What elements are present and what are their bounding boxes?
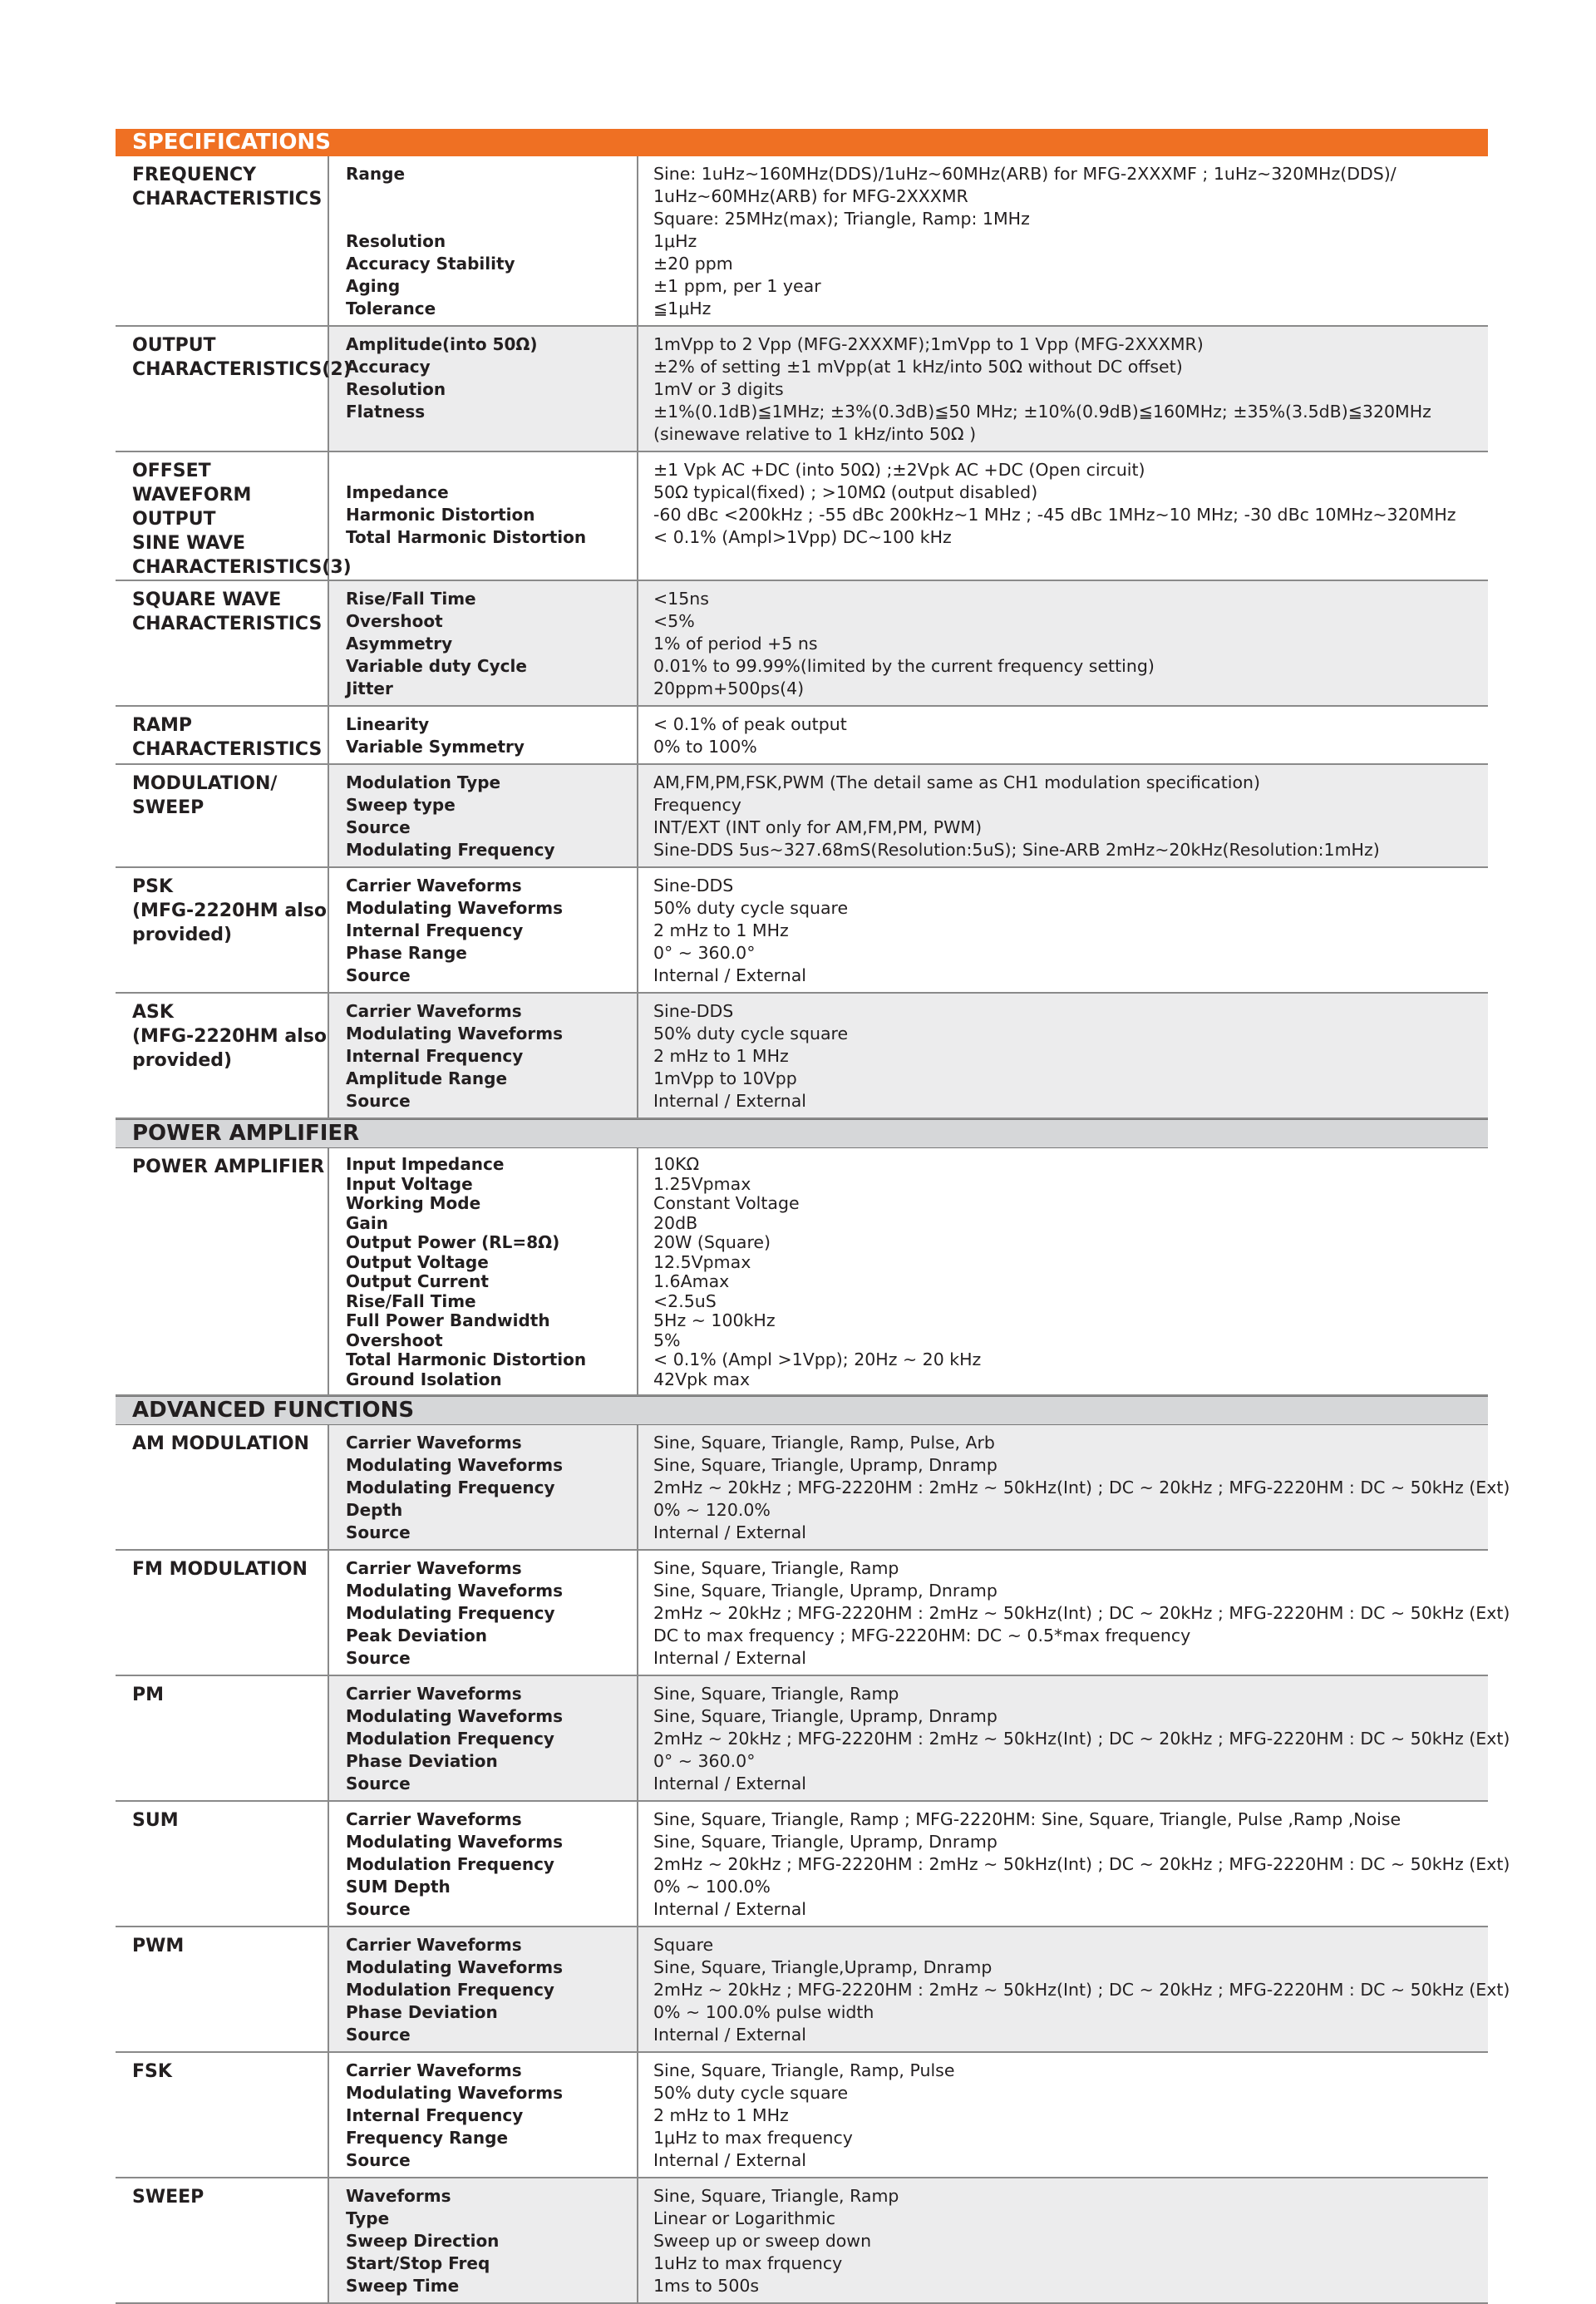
spec-value: 1μHz bbox=[653, 231, 697, 251]
spec-value: 5% bbox=[653, 1330, 681, 1350]
spec-label: Start/Stop Freq bbox=[346, 2253, 490, 2273]
spec-value: <5% bbox=[653, 611, 695, 631]
spec-group bbox=[116, 156, 1488, 326]
spec-value: Frequency bbox=[653, 795, 741, 815]
spec-value: Internal / External bbox=[653, 1648, 806, 1668]
spec-value: Linear or Logarithmic bbox=[653, 2208, 835, 2228]
spec-labels bbox=[328, 1675, 638, 1801]
spec-value: Sine, Square, Triangle, Ramp ; MFG-2220HM: Sine, Square, Triangle, Pulse ,Ramp ,Noise bbox=[653, 1809, 1401, 1829]
spec-label: Working Mode bbox=[346, 1193, 481, 1213]
spec-group bbox=[116, 2178, 1488, 2303]
spec-value: 20W (Square) bbox=[653, 1232, 771, 1252]
spec-label: SUM Depth bbox=[346, 1877, 451, 1897]
spec-label: Modulating Waveforms bbox=[346, 1455, 563, 1475]
spec-value: Internal / External bbox=[653, 2025, 806, 2045]
spec-label: Asymmetry bbox=[346, 634, 453, 654]
spec-value: 0° ~ 360.0° bbox=[653, 1751, 756, 1771]
spec-value: 1.6Amax bbox=[653, 1271, 730, 1291]
spec-labels bbox=[328, 764, 638, 867]
spec-label: Output Power (RL=8Ω) bbox=[346, 1232, 560, 1252]
spec-value: ±2% of setting ±1 mVpp(at 1 kHz/into 50Ω without DC offset) bbox=[653, 357, 1183, 377]
spec-value: 12.5Vpmax bbox=[653, 1251, 751, 1272]
spec-category: ASK (MFG-2220HM also provided) bbox=[132, 1002, 327, 1071]
spec-label: Modulating Waveforms bbox=[346, 1706, 563, 1726]
spec-values bbox=[638, 867, 1488, 993]
spec-label: Type bbox=[346, 2208, 390, 2228]
spec-labels bbox=[328, 326, 638, 451]
spec-label: Variable Symmetry bbox=[346, 737, 525, 757]
spec-category: FREQUENCY CHARACTERISTICS bbox=[132, 165, 323, 210]
spec-label: Carrier Waveforms bbox=[346, 1558, 522, 1578]
spec-label: Total Harmonic Distortion bbox=[346, 1349, 587, 1369]
spec-category: RAMP CHARACTERISTICS bbox=[132, 715, 323, 760]
spec-label: Rise/Fall Time bbox=[346, 1290, 476, 1311]
spec-label: Resolution bbox=[346, 379, 446, 399]
spec-value: Internal / External bbox=[653, 1774, 806, 1793]
spec-label: Source bbox=[346, 1899, 411, 1919]
specifications-header: SPECIFICATIONS bbox=[116, 129, 1488, 156]
spec-label: Ground Isolation bbox=[346, 1369, 502, 1389]
spec-labels bbox=[328, 451, 638, 580]
spec-group bbox=[116, 764, 1488, 867]
spec-value: 50% duty cycle square bbox=[653, 1024, 849, 1043]
spec-label: Modulation Frequency bbox=[346, 1980, 554, 2000]
spec-category: PSK (MFG-2220HM also provided) bbox=[132, 876, 327, 945]
spec-label: Output Voltage bbox=[346, 1251, 489, 1272]
spec-value: 20dB bbox=[653, 1212, 698, 1233]
spec-label: Carrier Waveforms bbox=[346, 1809, 522, 1829]
spec-label bbox=[346, 208, 637, 230]
spec-value: Internal / External bbox=[653, 1522, 806, 1542]
spec-label: Amplitude(into 50Ω) bbox=[346, 334, 538, 354]
spec-value: 50% duty cycle square bbox=[653, 2083, 849, 2103]
spec-value: ±1%(0.1dB)≦1MHz; ±3%(0.3dB)≦50 MHz; ±10%(0.9dB)≦160MHz; ±35%(3.5dB)≦320MHz bbox=[653, 402, 1431, 422]
spec-value: Sine, Square, Triangle,Upramp, Dnramp bbox=[653, 1957, 993, 1977]
spec-label: Modulation Frequency bbox=[346, 1729, 554, 1749]
spec-value: 10KΩ bbox=[653, 1154, 700, 1174]
spec-value: Internal / External bbox=[653, 2150, 806, 2170]
spec-values bbox=[638, 706, 1488, 764]
spec-label: Modulating Waveforms bbox=[346, 2083, 563, 2103]
spec-value: 1.25Vpmax bbox=[653, 1173, 751, 1194]
spec-label: Variable duty Cycle bbox=[346, 656, 527, 676]
spec-label: Gain bbox=[346, 1212, 389, 1233]
spec-label: Output Current bbox=[346, 1271, 489, 1291]
spec-label: Source bbox=[346, 1091, 411, 1111]
spec-label: Modulating Frequency bbox=[346, 1478, 555, 1497]
spec-values bbox=[638, 764, 1488, 867]
spec-value: 0% ~ 100.0% pulse width bbox=[653, 2002, 874, 2022]
spec-value: Sine, Square, Triangle, Upramp, Dnramp bbox=[653, 1581, 998, 1601]
spec-value: 50% duty cycle square bbox=[653, 898, 849, 918]
spec-label: Impedance bbox=[346, 482, 449, 502]
spec-labels bbox=[328, 1425, 638, 1550]
spec-value: 2mHz ~ 20kHz ; MFG-2220HM : 2mHz ~ 50kHz(Int) ; DC ~ 20kHz ; MFG-2220HM : DC ~ 50kHz (Ext) bbox=[653, 1478, 1510, 1497]
spec-label: Source bbox=[346, 1522, 411, 1542]
spec-value: 0.01% to 99.99%(limited by the current frequency setting) bbox=[653, 656, 1155, 676]
spec-label: Rise/Fall Time bbox=[346, 589, 476, 609]
spec-value: Sine, Square, Triangle, Ramp, Pulse bbox=[653, 2060, 955, 2080]
spec-label: Overshoot bbox=[346, 1330, 443, 1350]
spec-label: Internal Frequency bbox=[346, 1046, 524, 1066]
spec-value: 2 mHz to 1 MHz bbox=[653, 2105, 789, 2125]
spec-value: 2mHz ~ 20kHz ; MFG-2220HM : 2mHz ~ 50kHz(Int) ; DC ~ 20kHz ; MFG-2220HM : DC ~ 50kHz (Ext) bbox=[653, 1980, 1510, 2000]
spec-labels bbox=[328, 706, 638, 764]
spec-value: 1ms to 500s bbox=[653, 2276, 760, 2296]
spec-label: Flatness bbox=[346, 402, 426, 422]
spec-value: 2mHz ~ 20kHz ; MFG-2220HM : 2mHz ~ 50kHz(Int) ; DC ~ 20kHz ; MFG-2220HM : DC ~ 50kHz (Ext) bbox=[653, 1729, 1510, 1749]
spec-value: Sine, Square, Triangle, Upramp, Dnramp bbox=[653, 1455, 998, 1475]
spec-group bbox=[116, 1675, 1488, 1801]
spec-category: PM bbox=[132, 1685, 165, 1705]
spec-value: Internal / External bbox=[653, 1091, 806, 1111]
spec-label bbox=[346, 185, 637, 208]
spec-values bbox=[638, 451, 1488, 580]
spec-value: Internal / External bbox=[653, 965, 806, 985]
spec-value: 2mHz ~ 20kHz ; MFG-2220HM : 2mHz ~ 50kHz(Int) ; DC ~ 20kHz ; MFG-2220HM : DC ~ 50kHz (Ext) bbox=[653, 1854, 1510, 1874]
spec-value: 1mVpp to 10Vpp bbox=[653, 1068, 797, 1088]
spec-label: Sweep Time bbox=[346, 2276, 460, 2296]
spec-label: Internal Frequency bbox=[346, 920, 524, 940]
spec-value: Internal / External bbox=[653, 1899, 806, 1919]
spec-value: ≦1μHz bbox=[653, 298, 712, 318]
spec-value: Sine, Square, Triangle, Upramp, Dnramp bbox=[653, 1706, 998, 1726]
spec-category: OFFSET WAVEFORM OUTPUT SINE WAVE CHARACTERISTICS(3) bbox=[132, 461, 352, 578]
spec-label: Carrier Waveforms bbox=[346, 876, 522, 895]
spec-labels bbox=[328, 867, 638, 993]
spec-value: Sine, Square, Triangle, Ramp, Pulse, Arb bbox=[653, 1433, 995, 1453]
spec-label: Range bbox=[346, 164, 406, 184]
spec-labels bbox=[328, 1148, 638, 1395]
spec-values bbox=[638, 1148, 1488, 1395]
spec-category: AM MODULATION bbox=[132, 1433, 309, 1454]
spec-value: 1mVpp to 2 Vpp (MFG-2XXXMF);1mVpp to 1 Vpp (MFG-2XXXMR) bbox=[653, 334, 1204, 354]
spec-values bbox=[638, 580, 1488, 706]
spec-group bbox=[116, 1148, 1488, 1395]
spec-label: Linearity bbox=[346, 714, 430, 734]
spec-group bbox=[116, 2052, 1488, 2178]
spec-label: Phase Deviation bbox=[346, 1751, 498, 1771]
spec-group bbox=[116, 993, 1488, 1118]
spec-group bbox=[116, 1927, 1488, 2052]
spec-values bbox=[638, 1801, 1510, 1927]
spec-labels bbox=[328, 580, 638, 706]
spec-label: Waveforms bbox=[346, 2186, 451, 2206]
spec-label: Accuracy Stability bbox=[346, 254, 515, 274]
spec-label: Source bbox=[346, 2150, 411, 2170]
spec-labels bbox=[328, 993, 638, 1118]
spec-label: Phase Deviation bbox=[346, 2002, 498, 2022]
spec-group bbox=[116, 326, 1488, 451]
spec-value: 0° ~ 360.0° bbox=[653, 943, 756, 963]
spec-values bbox=[638, 1425, 1510, 1550]
spec-label: Internal Frequency bbox=[346, 2105, 524, 2125]
spec-labels bbox=[328, 1801, 638, 1927]
spec-values bbox=[638, 326, 1488, 451]
spec-group bbox=[116, 706, 1488, 764]
spec-value: ±1 Vpk AC +DC (into 50Ω) ;±2Vpk AC +DC (Open circuit) bbox=[653, 460, 1145, 480]
spec-group bbox=[116, 867, 1488, 993]
spec-labels bbox=[328, 2178, 638, 2303]
spec-label: Modulating Waveforms bbox=[346, 1581, 563, 1601]
spec-label: Input Impedance bbox=[346, 1154, 505, 1174]
spec-category: SQUARE WAVE CHARACTERISTICS bbox=[132, 590, 323, 634]
spec-label: Phase Range bbox=[346, 943, 467, 963]
spec-value: < 0.1% (Ampl>1Vpp) DC~100 kHz bbox=[653, 527, 952, 547]
spec-category: OUTPUT CHARACTERISTICS(2) bbox=[132, 335, 352, 380]
power-amplifier-header: POWER AMPLIFIER bbox=[116, 1119, 1488, 1148]
spec-value: 0% ~ 100.0% bbox=[653, 1877, 771, 1897]
spec-label: Sweep type bbox=[346, 795, 456, 815]
spec-value: Sine, Square, Triangle, Upramp, Dnramp bbox=[653, 1832, 998, 1852]
spec-value: 0% to 100% bbox=[653, 737, 757, 757]
spec-label bbox=[346, 459, 637, 481]
spec-value: ±1 ppm, per 1 year bbox=[653, 276, 821, 296]
spec-label: Jitter bbox=[346, 678, 393, 698]
spec-labels bbox=[328, 1927, 638, 2052]
spec-value: 2 mHz to 1 MHz bbox=[653, 1046, 789, 1066]
spec-label: Amplitude Range bbox=[346, 1068, 508, 1088]
spec-label: Carrier Waveforms bbox=[346, 1935, 522, 1955]
spec-values bbox=[638, 1550, 1510, 1675]
spec-value: Square: 25MHz(max); Triangle, Ramp: 1MHz bbox=[653, 209, 1030, 229]
spec-label: Peak Deviation bbox=[346, 1626, 487, 1645]
specifications-table bbox=[116, 156, 1488, 1119]
advanced-functions-header: ADVANCED FUNCTIONS bbox=[116, 1396, 1488, 1425]
spec-value: DC to max frequency ; MFG-2220HM: DC ~ 0.5*max frequency bbox=[653, 1626, 1191, 1645]
spec-category: PWM bbox=[132, 1936, 185, 1956]
spec-value: Sine-DDS 5us~327.68mS(Resolution:5uS); Sine-ARB 2mHz~20kHz(Resolution:1mHz) bbox=[653, 840, 1380, 860]
spec-label: Modulating Frequency bbox=[346, 1603, 555, 1623]
spec-values bbox=[638, 2178, 1488, 2303]
spec-value: Sine, Square, Triangle, Ramp bbox=[653, 2186, 899, 2206]
spec-label: Modulation Frequency bbox=[346, 1854, 554, 1874]
spec-labels bbox=[328, 2052, 638, 2178]
spec-value: 50Ω typical(fixed) ; >10MΩ (output disabled) bbox=[653, 482, 1038, 502]
spec-label: Carrier Waveforms bbox=[346, 1433, 522, 1453]
spec-label: Input Voltage bbox=[346, 1173, 473, 1194]
spec-value: 1μHz to max frequency bbox=[653, 2128, 853, 2148]
spec-value: 1% of period +5 ns bbox=[653, 634, 818, 654]
spec-value: 1uHz to max frquency bbox=[653, 2253, 843, 2273]
spec-label: Carrier Waveforms bbox=[346, 1684, 522, 1704]
spec-label: Modulating Waveforms bbox=[346, 898, 563, 918]
power-amplifier-table bbox=[116, 1148, 1488, 1396]
spec-value: 2mHz ~ 20kHz ; MFG-2220HM : 2mHz ~ 50kHz(Int) ; DC ~ 20kHz ; MFG-2220HM : DC ~ 50kHz (Ext) bbox=[653, 1603, 1510, 1623]
spec-category: SUM bbox=[132, 1810, 179, 1831]
spec-group bbox=[116, 451, 1488, 580]
spec-value: INT/EXT (INT only for AM,FM,PM, PWM) bbox=[653, 817, 983, 837]
spec-label: Modulating Waveforms bbox=[346, 1832, 563, 1852]
spec-label: Accuracy bbox=[346, 357, 431, 377]
spec-value: ±20 ppm bbox=[653, 254, 733, 274]
spec-value: (sinewave relative to 1 kHz/into 50Ω ) bbox=[653, 424, 977, 444]
spec-value: Sine-DDS bbox=[653, 1001, 734, 1021]
spec-value: 42Vpk max bbox=[653, 1369, 751, 1389]
spec-category: POWER AMPLIFIER bbox=[132, 1157, 325, 1177]
spec-category: SWEEP bbox=[132, 2187, 204, 2208]
spec-label bbox=[346, 423, 637, 446]
spec-group bbox=[116, 1550, 1488, 1675]
spec-value: Sine: 1uHz~160MHz(DDS)/1uHz~60MHz(ARB) for MFG-2XXXMF ; 1uHz~320MHz(DDS)/ bbox=[653, 164, 1396, 184]
spec-label: Source bbox=[346, 817, 411, 837]
spec-values bbox=[638, 156, 1488, 326]
spec-label: Harmonic Distortion bbox=[346, 505, 535, 525]
spec-label: Source bbox=[346, 965, 411, 985]
spec-label: Aging bbox=[346, 276, 401, 296]
spec-value: 0% ~ 120.0% bbox=[653, 1500, 771, 1520]
spec-values bbox=[638, 2052, 1488, 2178]
spec-value: Square bbox=[653, 1935, 714, 1955]
advanced-functions-table bbox=[116, 1425, 1510, 2304]
spec-value: < 0.1% (Ampl >1Vpp); 20Hz ~ 20 kHz bbox=[653, 1349, 982, 1369]
spec-value: Sine, Square, Triangle, Ramp bbox=[653, 1684, 899, 1704]
spec-category: MODULATION/ SWEEP bbox=[132, 773, 278, 818]
spec-value: 1mV or 3 digits bbox=[653, 379, 784, 399]
spec-group bbox=[116, 1425, 1488, 1550]
spec-group bbox=[116, 580, 1488, 706]
spec-values bbox=[638, 993, 1488, 1118]
spec-label: Sweep Direction bbox=[346, 2231, 500, 2251]
spec-labels bbox=[328, 1550, 638, 1675]
spec-label: Modulation Type bbox=[346, 772, 501, 792]
spec-label: Overshoot bbox=[346, 611, 443, 631]
spec-label: Total Harmonic Distortion bbox=[346, 527, 587, 547]
spec-value: 1uHz~60MHz(ARB) for MFG-2XXXMR bbox=[653, 186, 968, 206]
spec-label: Modulating Frequency bbox=[346, 840, 555, 860]
spec-value: <2.5uS bbox=[653, 1290, 717, 1311]
spec-label: Full Power Bandwidth bbox=[346, 1310, 550, 1330]
spec-label: Carrier Waveforms bbox=[346, 2060, 522, 2080]
spec-labels bbox=[328, 156, 638, 326]
spec-value: Sweep up or sweep down bbox=[653, 2231, 872, 2251]
spec-value: -60 dBc <200kHz ; -55 dBc 200kHz~1 MHz ; -45 dBc 1MHz~10 MHz; -30 dBc 10MHz~320MHz bbox=[653, 505, 1456, 525]
spec-value: < 0.1% of peak output bbox=[653, 714, 847, 734]
spec-category: FSK bbox=[132, 2061, 172, 2082]
spec-value: 5Hz ~ 100kHz bbox=[653, 1310, 776, 1330]
spec-value: Constant Voltage bbox=[653, 1193, 800, 1213]
spec-label: Source bbox=[346, 1774, 411, 1793]
spec-value: Sine-DDS bbox=[653, 876, 734, 895]
spec-label: Tolerance bbox=[346, 298, 436, 318]
spec-label: Source bbox=[346, 1648, 411, 1668]
spec-value: Sine, Square, Triangle, Ramp bbox=[653, 1558, 899, 1578]
spec-values bbox=[638, 1927, 1510, 2052]
spec-label: Source bbox=[346, 2025, 411, 2045]
spec-label: Modulating Waveforms bbox=[346, 1024, 563, 1043]
spec-label: Depth bbox=[346, 1500, 403, 1520]
spec-label: Modulating Waveforms bbox=[346, 1957, 563, 1977]
spec-label: Carrier Waveforms bbox=[346, 1001, 522, 1021]
spec-sheet bbox=[116, 129, 1510, 2304]
spec-group bbox=[116, 1801, 1488, 1927]
spec-value: 2 mHz to 1 MHz bbox=[653, 920, 789, 940]
spec-values bbox=[638, 1675, 1510, 1801]
spec-value: 20ppm+500ps(4) bbox=[653, 678, 805, 698]
spec-category: FM MODULATION bbox=[132, 1559, 308, 1580]
spec-value: AM,FM,PM,FSK,PWM (The detail same as CH1 modulation specification) bbox=[653, 772, 1261, 792]
spec-label: Frequency Range bbox=[346, 2128, 509, 2148]
spec-label: Resolution bbox=[346, 231, 446, 251]
spec-value: <15ns bbox=[653, 589, 709, 609]
